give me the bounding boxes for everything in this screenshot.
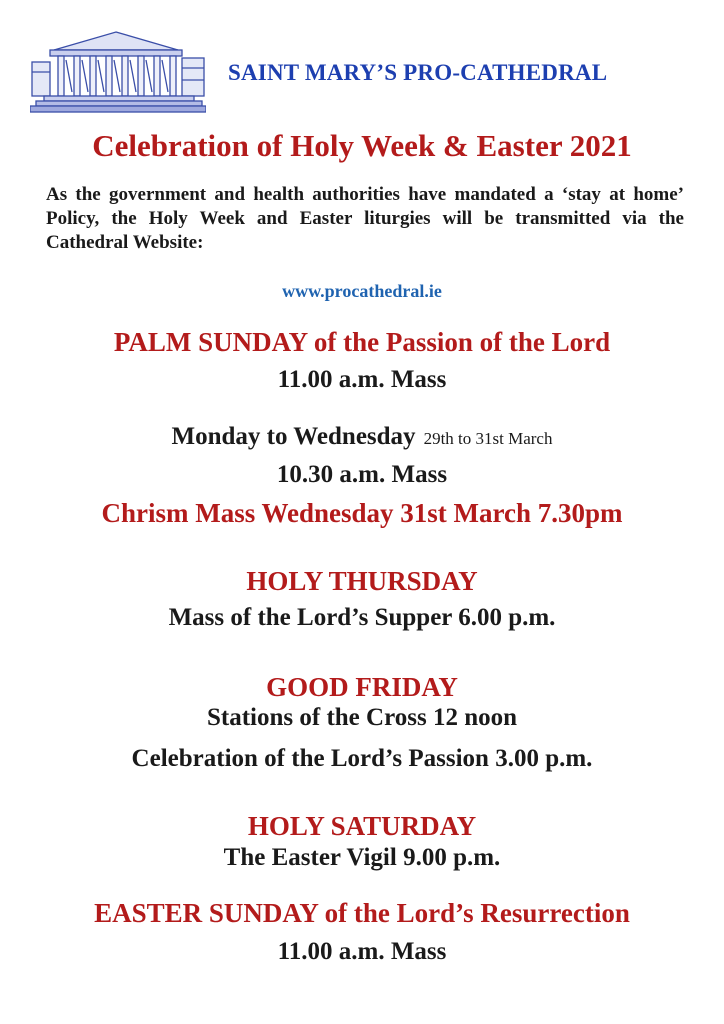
cathedral-logo [30, 24, 206, 116]
good-friday-heading: GOOD FRIDAY [266, 672, 458, 702]
chrism-mass-line: Chrism Mass Wednesday 31st March 7.30pm [101, 498, 623, 528]
palm-sunday-heading: PALM SUNDAY of the Passion of the Lord [113, 327, 611, 357]
mon-wed-time: 10.30 a.m. Mass [276, 461, 448, 488]
page-title: Celebration of Holy Week & Easter 2021 [92, 128, 632, 163]
holy-saturday-heading: HOLY SATURDAY [247, 811, 477, 841]
good-friday-passion: Celebration of the Lord’s Passion 3.00 p.m. [131, 745, 593, 772]
website-link[interactable]: www.procathedral.ie [282, 281, 442, 301]
mon-wed-heading: Monday to Wednesday [171, 423, 416, 450]
header [30, 24, 694, 120]
holy-thursday-line: Mass of the Lord’s Supper 6.00 p.m. [168, 604, 556, 631]
palm-sunday-time: 11.00 a.m. Mass [277, 366, 447, 393]
good-friday-stations: Stations of the Cross 12 noon [207, 704, 517, 731]
mon-wed-dates: 29th to 31st March [423, 429, 553, 448]
easter-sunday-time: 11.00 a.m. Mass [277, 938, 447, 965]
holy-saturday-line: The Easter Vigil 9.00 p.m. [223, 844, 501, 871]
holy-thursday-heading: HOLY THURSDAY [246, 566, 478, 596]
easter-sunday-heading: EASTER SUNDAY of the Lord’s Resurrection [94, 898, 630, 928]
parish-name: SAINT MARY’S PRO-CATHEDRAL [228, 60, 608, 85]
intro-paragraph: As the government and health authorities have mandated a ‘stay at home’ Policy, the Holy Week and Easter liturgies will be transmitted via the Cathedral Website: [46, 184, 684, 253]
mon-wed-heading-line [0, 423, 724, 451]
